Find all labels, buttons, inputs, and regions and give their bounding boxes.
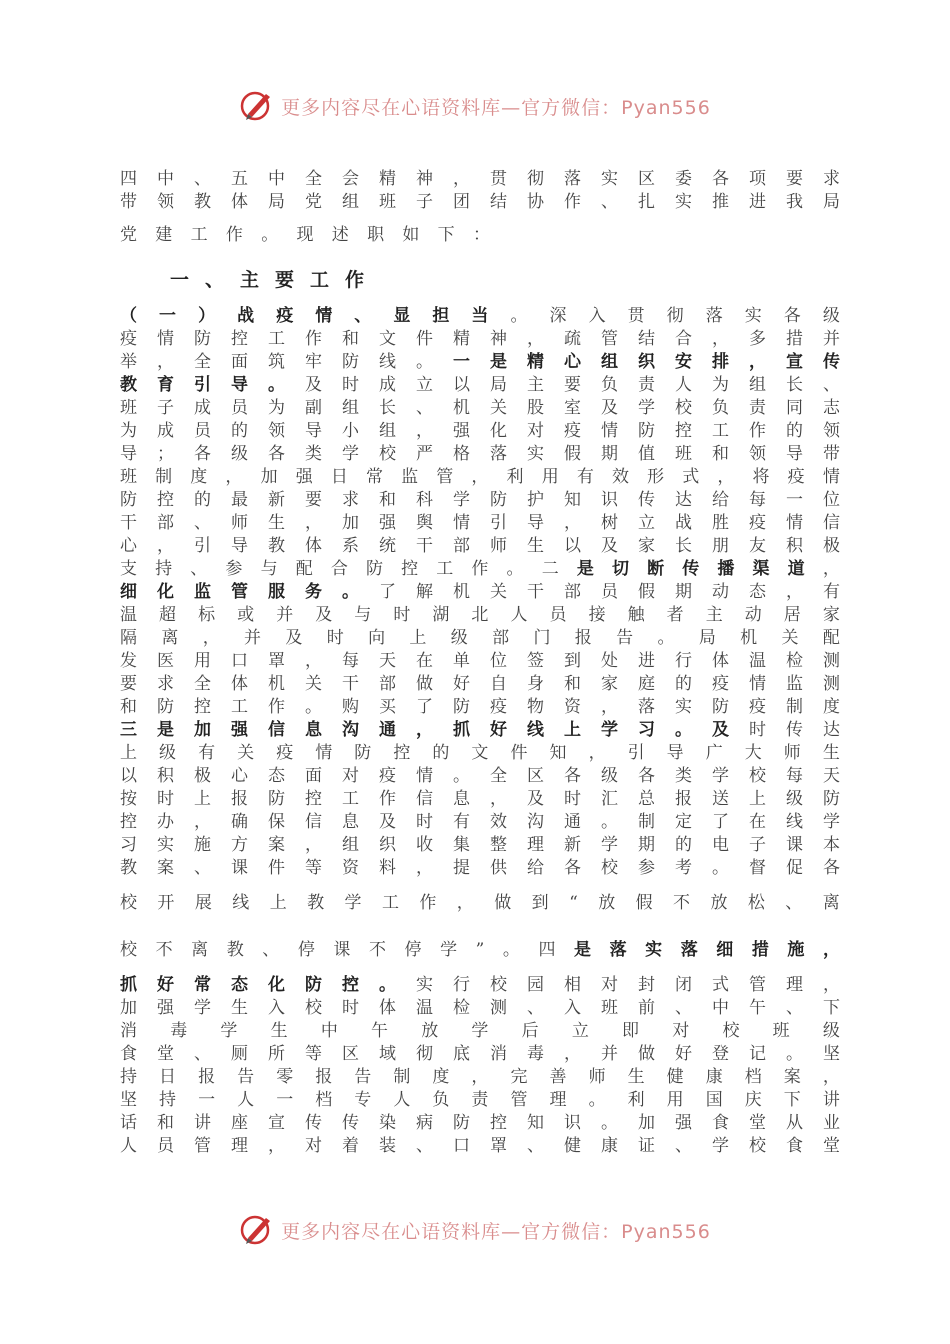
text-line: 举 ， 全 面 筑 牢 防 线 。 一 是 精 心 组 织 安 排 ， 宣 传 [120,352,840,372]
text-line: 教 案 、 课 件 等 资 料 ， 提 供 给 各 校 参 考 。 督 促 各 [120,858,840,878]
header-watermark [0,84,950,128]
text-line: 习 实 施 方 案 ， 组 织 收 集 整 理 新 学 期 的 电 子 课 本 [120,835,840,855]
text-line: 人 员 管 理 ， 对 着 装 、 口 罩 、 健 康 证 、 学 校 食 堂 [120,1136,840,1156]
text-line: 控 办 ， 确 保 信 息 及 时 有 效 沟 通 。 制 定 了 在 线 学 [120,812,840,832]
text-line: 消 毒 学 生 中 午 放 学 后 立 即 对 校 班 级 [120,1021,840,1041]
text-line: 班 制 度 ， 加 强 日 常 监 管 ， 利 用 有 效 形 式 ， 将 疫 情 [120,467,840,487]
text-line: 发 医 用 口 罩 ， 每 天 在 单 位 签 到 处 进 行 体 温 检 测 [120,651,840,671]
text-line: 带 领 教 体 局 党 组 班 子 团 结 协 作 、 扎 实 推 进 我 局 [120,192,840,212]
section-heading: 一、主要工作 [170,269,381,291]
text-line: 班 子 成 员 为 副 组 长 、 机 关 股 室 及 学 校 负 责 同 志 [120,398,840,418]
pen-logo-icon [239,1212,275,1248]
text-line: 三 是 加 强 信 息 沟 通 ， 抓 好 线 上 学 习 。 及 时 传 达 [120,720,840,740]
text-line: 隔 离 ， 并 及 时 向 上 级 部 门 报 告 。 局 机 关 配 [120,628,840,648]
text-line: 疫 情 防 控 工 作 和 文 件 精 神 ， 疏 管 结 合 ， 多 措 并 [120,329,840,349]
watermark-text: 更多内容尽在心语资料库—官方微信：Pyan556 [281,96,711,119]
text-line: 话 和 讲 座 宣 传 传 染 病 防 控 知 识 。 加 强 食 堂 从 业 [120,1113,840,1133]
text-line: 按 时 上 报 防 控 工 作 信 息 ， 及 时 汇 总 报 送 上 级 防 [120,789,840,809]
text-line: 防 控 的 最 新 要 求 和 科 学 防 护 知 识 传 达 给 每 一 位 [120,490,840,510]
text-line: 坚 持 一 人 一 档 专 人 负 责 管 理 。 利 用 国 庆 下 讲 [120,1090,840,1110]
text-line: 持 日 报 告 零 报 告 制 度 ， 完 善 师 生 健 康 档 案 ， [120,1067,840,1087]
text-line: 为 成 员 的 领 导 小 组 ， 强 化 对 疫 情 防 控 工 作 的 领 [120,421,840,441]
text-line: 上 级 有 关 疫 情 防 控 的 文 件 知 ， 引 导 广 大 师 生 [120,743,840,763]
footer-watermark [0,1208,950,1252]
text-line: 校 开 展 线 上 教 学 工 作 ， 做 到 “ 放 假 不 放 松 、 离 [120,893,840,913]
document-body [120,168,840,1158]
text-line: （ 一 ） 战 疫 情 、 显 担 当 。 深 入 贯 彻 落 实 各 级 [120,306,840,326]
watermark-text: 更多内容尽在心语资料库—官方微信：Pyan556 [281,1220,711,1243]
text-line: 以 积 极 心 态 面 对 疫 情 。 全 区 各 级 各 类 学 校 每 天 [120,766,840,786]
text-line: 心 ， 引 导 教 体 系 统 干 部 师 生 以 及 家 长 朋 友 积 极 [120,536,840,556]
text-line: 抓 好 常 态 化 防 控 。 实 行 校 园 相 对 封 闭 式 管 理 ， [120,975,840,995]
text-line: 支 持 、 参 与 配 合 防 控 工 作 。 二 是 切 断 传 播 渠 道 ， [120,559,840,579]
text-line: 温 超 标 或 并 及 与 时 湖 北 人 员 接 触 者 主 动 居 家 [120,605,840,625]
text-line: 食 堂 、 厕 所 等 区 域 彻 底 消 毒 ， 并 做 好 登 记 。 坚 [120,1044,840,1064]
text-line: 和 防 控 工 作 。 购 买 了 防 疫 物 资 ， 落 实 防 疫 制 度 [120,697,840,717]
text-line: 细 化 监 管 服 务 。 了 解 机 关 干 部 员 假 期 动 态 ， 有 [120,582,840,602]
pen-logo-icon [239,88,275,124]
text-line: 教 育 引 导 。 及 时 成 立 以 局 主 要 负 责 人 为 组 长 、 [120,375,840,395]
text-line: 要 求 全 体 机 关 干 部 做 好 自 身 和 家 庭 的 疫 情 监 测 [120,674,840,694]
text-line: 党 建 工 作 。 现 述 职 如 下 ： [120,225,490,245]
text-line: 加 强 学 生 入 校 时 体 温 检 测 、 入 班 前 、 中 午 、 下 [120,998,840,1018]
text-line: 干 部 、 师 生 ， 加 强 舆 情 引 导 ， 树 立 战 胜 疫 情 信 [120,513,840,533]
text-line: 导 ； 各 级 各 类 学 校 严 格 落 实 假 期 值 班 和 领 导 带 [120,444,840,464]
text-line: 校 不 离 教 、 停 课 不 停 学 ” 。 四 是 落 实 落 细 措 施 ， [120,940,840,960]
text-line: 四 中 、 五 中 全 会 精 神 ， 贯 彻 落 实 区 委 各 项 要 求 [120,169,840,189]
